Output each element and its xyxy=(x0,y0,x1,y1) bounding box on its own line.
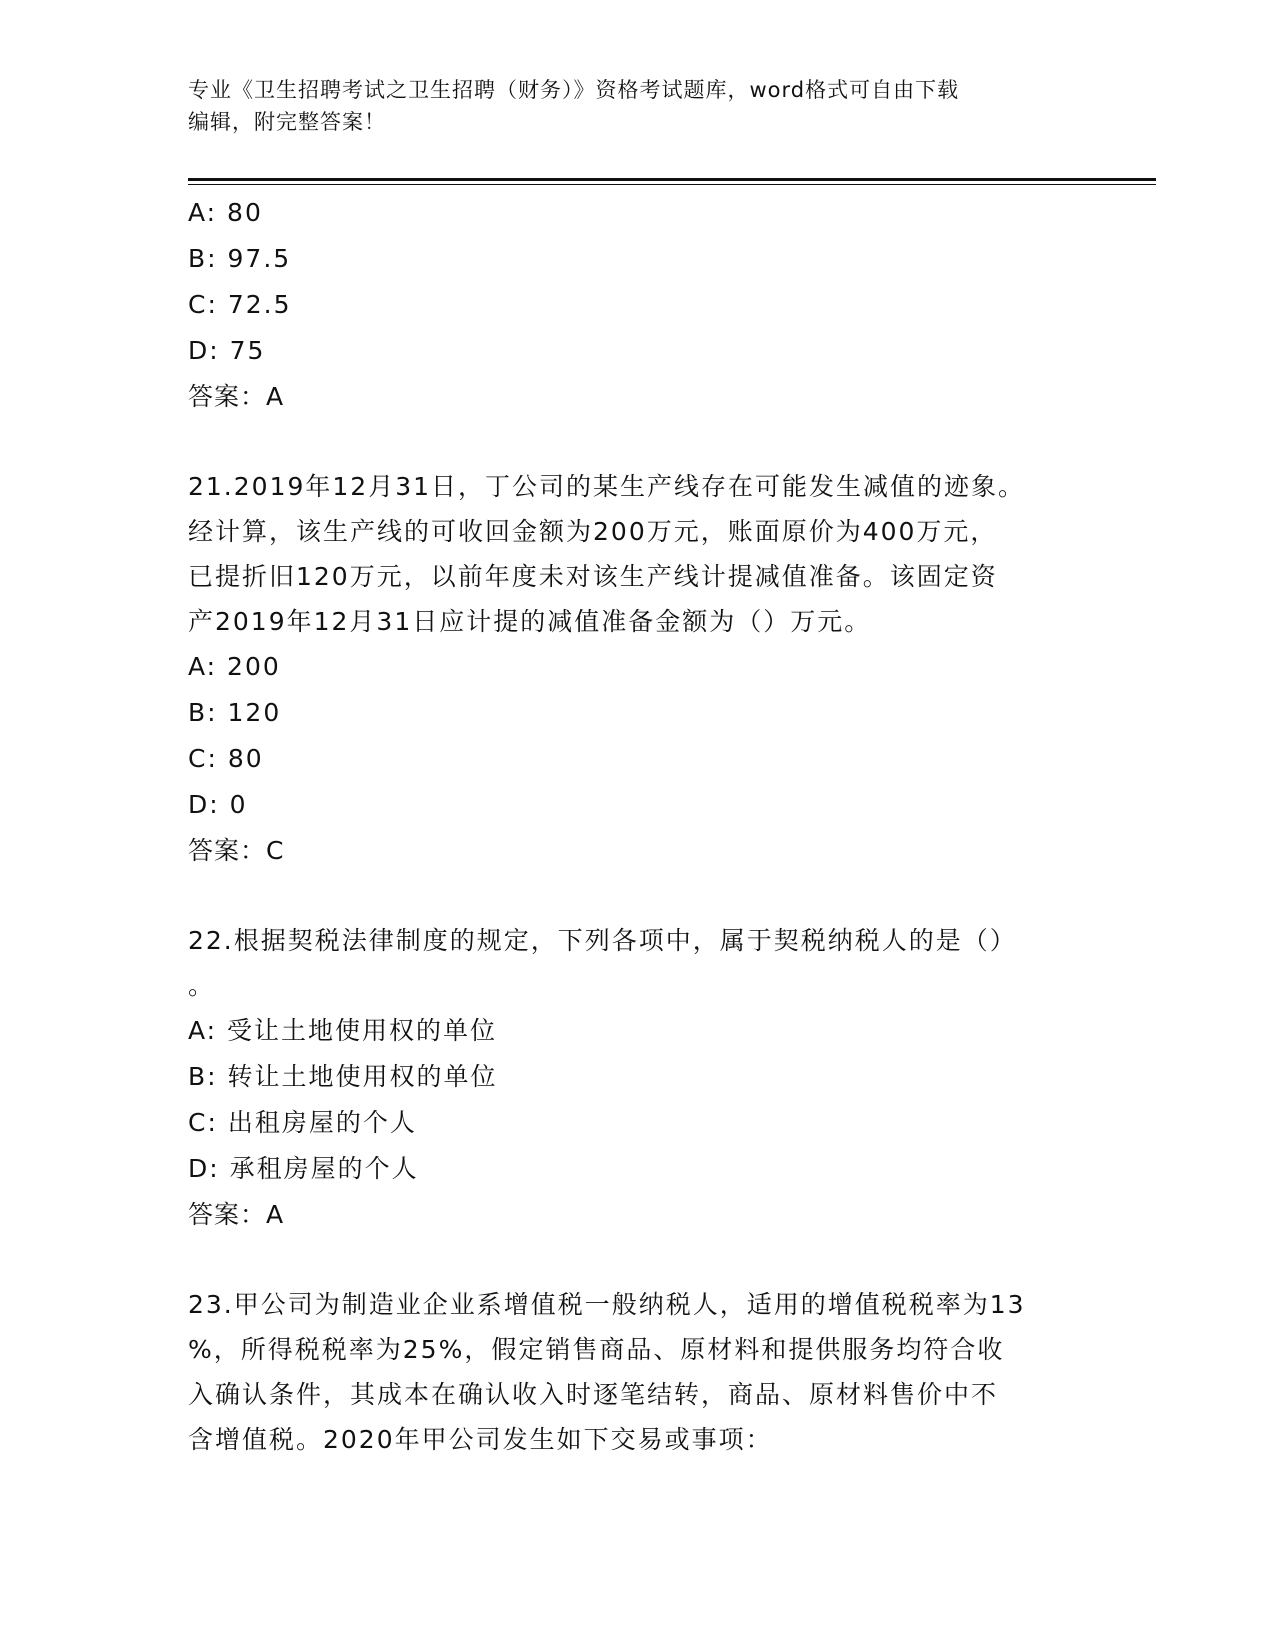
answer: 答案：C xyxy=(188,836,285,865)
question-stem-line: 21.2019年12月31日，丁公司的某生产线存在可能发生减值的迹象。 xyxy=(188,472,1026,501)
question-stem-line: 22.根据契税法律制度的规定，下列各项中，属于契税纳税人的是（） xyxy=(188,926,1017,955)
question-stem-line: 。 xyxy=(188,971,216,1000)
answer: 答案：A xyxy=(188,1200,285,1229)
question-stem-line: 已提折旧120万元，以前年度未对该生产线计提减值准备。该固定资 xyxy=(188,562,998,591)
question-stem-line: 23.甲公司为制造业企业系增值税一般纳税人，适用的增值税税率为13 xyxy=(188,1290,1026,1319)
option-c: C: 72.5 xyxy=(188,290,292,319)
question-stem-line: 经计算，该生产线的可收回金额为200万元，账面原价为400万元， xyxy=(188,517,998,546)
option-c: C: 出租房屋的个人 xyxy=(188,1108,417,1137)
option-d: D: 承租房屋的个人 xyxy=(188,1154,419,1183)
question-20-continued xyxy=(188,190,1088,420)
question-23 xyxy=(188,1282,1088,1462)
option-b: B: 转让土地使用权的单位 xyxy=(188,1062,498,1091)
document-body xyxy=(188,190,1088,1462)
option-a: A: 200 xyxy=(188,652,281,681)
answer: 答案：A xyxy=(188,382,285,411)
question-21 xyxy=(188,464,1088,874)
option-a: A: 受让土地使用权的单位 xyxy=(188,1016,498,1045)
option-c: C: 80 xyxy=(188,744,264,773)
question-stem-line: 产2019年12月31日应计提的减值准备金额为（）万元。 xyxy=(188,607,872,636)
header-divider-thick xyxy=(188,178,1156,181)
option-b: B: 120 xyxy=(188,698,282,727)
header-divider-thin xyxy=(188,184,1156,185)
option-d: D: 75 xyxy=(188,336,266,365)
header-line-1: 专业《卫生招聘考试之卫生招聘（财务）》资格考试题库，word格式可自由下载 xyxy=(188,78,960,102)
question-stem-line: 入确认条件，其成本在确认收入时逐笔结转，商品、原材料售价中不 xyxy=(188,1380,999,1409)
question-stem-line: 含增值税。2020年甲公司发生如下交易或事项： xyxy=(188,1425,773,1454)
option-d: D: 0 xyxy=(188,790,248,819)
document-header xyxy=(188,74,1088,138)
header-line-2: 编辑，附完整答案！ xyxy=(188,110,386,134)
option-b: B: 97.5 xyxy=(188,244,292,273)
question-stem-line: %，所得税税率为25%，假定销售商品、原材料和提供服务均符合收 xyxy=(188,1335,1005,1364)
question-22 xyxy=(188,918,1088,1238)
option-a: A: 80 xyxy=(188,198,263,227)
